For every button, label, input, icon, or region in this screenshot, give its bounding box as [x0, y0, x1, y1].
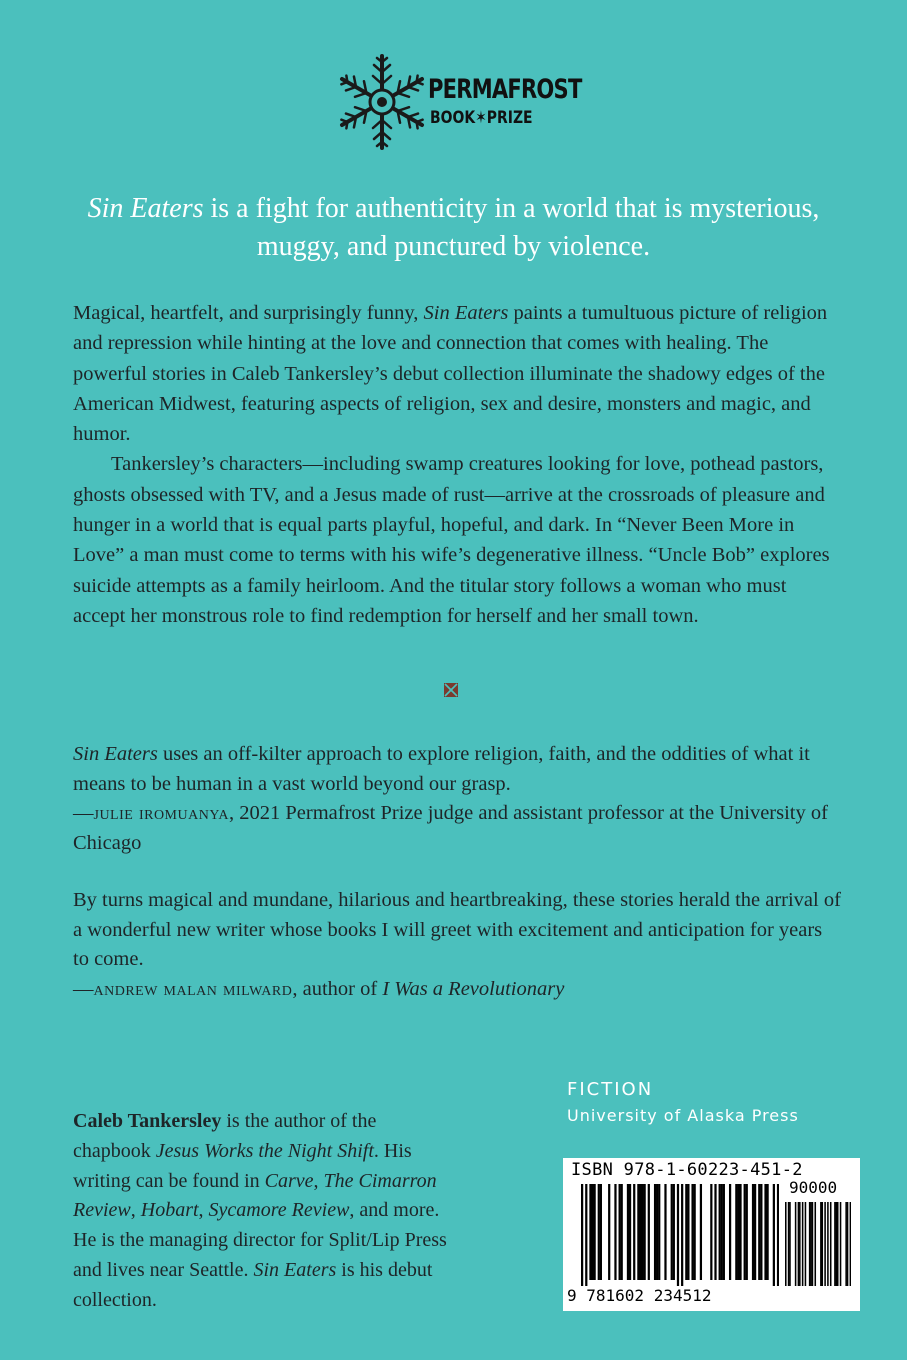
addon-bar	[847, 1202, 849, 1286]
barcode-bar	[658, 1184, 660, 1280]
blurb-body: uses an off-kilter approach to explore religion, faith, and the oddities of what it means to be human in a vast world beyond our grasp.	[73, 743, 810, 795]
genre-label: FICTION	[567, 1079, 654, 1100]
barcode-bar	[637, 1184, 639, 1280]
addon-bar	[805, 1202, 807, 1286]
barcode-bar	[594, 1184, 596, 1280]
permafrost-logo	[336, 52, 582, 156]
barcode-bar	[744, 1184, 746, 1280]
barcode-bar	[639, 1184, 641, 1280]
bio-title: Carve	[264, 1169, 314, 1192]
barcode-bar	[581, 1184, 583, 1286]
blurb-body: By turns magical and mundane, hilarious and heartbreaking, these stories herald the arrival of a wonderful new writer whose books I will greet with excitement and anticipation for years to come.	[73, 889, 841, 970]
addon-bar	[830, 1202, 832, 1286]
bio-text: , and more. He is the managing director for Split/Lip Press and lives near Seattle.	[73, 1199, 447, 1281]
blurb-text	[73, 743, 810, 795]
addon-bar	[785, 1202, 787, 1286]
bio-title: Jesus Works the Night Shift	[155, 1139, 374, 1162]
cross-ornament-icon	[444, 683, 458, 697]
addon-bar	[814, 1202, 816, 1286]
addon-barcode-bars	[785, 1202, 851, 1286]
barcode-bar	[614, 1184, 616, 1280]
barcode-bar	[619, 1184, 621, 1280]
barcode-bar	[627, 1184, 629, 1280]
blurb-1	[73, 740, 843, 858]
barcode-bar	[723, 1184, 725, 1280]
isbn-label: ISBN 978-1-60223-451-2	[571, 1160, 803, 1180]
barcode-bar	[589, 1184, 591, 1280]
addon-bar	[809, 1202, 811, 1286]
barcode-bar	[648, 1184, 650, 1280]
barcode-bar	[714, 1184, 716, 1280]
barcode-bar	[719, 1184, 721, 1280]
barcode-bar	[629, 1184, 631, 1280]
barcode-bar	[752, 1184, 754, 1280]
snowflake-icon	[336, 52, 432, 156]
barcode-bar	[700, 1184, 702, 1280]
description-text: paints a tumultuous picture of religion and repression while hinting at the love and connection that comes with healing. The powerful stories in Caleb Tankersley’s debut collection illuminate the shadowy edges of the American Midwest, featuring aspects of religion, sex and desire, monsters and magic, and humor.	[73, 302, 828, 446]
barcode-bar	[677, 1184, 679, 1286]
book-title: I Was a Revolutionary	[382, 977, 565, 1000]
barcode-bar	[654, 1184, 656, 1280]
blurb-attribution: , author of	[292, 977, 383, 1000]
barcode-bar	[671, 1184, 673, 1280]
barcode-bar	[664, 1184, 666, 1280]
author-name: Caleb Tankersley	[73, 1110, 222, 1132]
barcode-bar	[585, 1184, 587, 1286]
addon-bar	[850, 1202, 851, 1286]
barcode-bar	[773, 1184, 775, 1286]
bio-text: is the author of the chapbook	[73, 1110, 377, 1162]
tagline-title: Sin Eaters	[87, 193, 204, 224]
bio-text: is his debut collection.	[73, 1258, 433, 1311]
book-title: Sin Eaters	[73, 743, 158, 765]
barcode-bar	[673, 1184, 675, 1280]
description-paragraph-1	[73, 298, 843, 449]
barcode-bar	[758, 1184, 760, 1280]
barcode-bar	[694, 1184, 696, 1280]
addon-bar	[812, 1202, 814, 1286]
addon-bar	[799, 1202, 801, 1286]
addon-bar	[789, 1202, 791, 1286]
addon-bar	[820, 1202, 822, 1286]
barcode-bar	[735, 1184, 737, 1280]
barcode-bar	[591, 1184, 593, 1280]
barcode-bar	[721, 1184, 723, 1280]
barcode-bar	[691, 1184, 693, 1280]
bio-text: ,	[198, 1199, 209, 1222]
addon-bar	[827, 1202, 829, 1286]
addon-bar	[836, 1202, 838, 1286]
barcode-bar	[729, 1184, 731, 1280]
addon-bar	[822, 1202, 824, 1286]
imprint	[567, 1078, 799, 1130]
barcode-bar	[737, 1184, 739, 1280]
addon-bar	[802, 1202, 804, 1286]
tagline	[60, 190, 847, 266]
barcode-digits: 9 781602 234512	[567, 1286, 712, 1305]
author-bio	[73, 1107, 458, 1316]
addon-bar	[845, 1202, 847, 1286]
barcode-bar	[766, 1184, 768, 1280]
bio-text: ,	[130, 1199, 141, 1222]
barcode-bar	[681, 1184, 683, 1286]
barcode	[563, 1158, 860, 1311]
barcode-bar	[746, 1184, 748, 1280]
bio-title: The Cimarron Review	[73, 1169, 437, 1222]
addon-bar	[788, 1202, 790, 1286]
barcode-bar	[633, 1184, 635, 1280]
addon-bar	[795, 1202, 797, 1286]
addon-bar	[824, 1202, 826, 1286]
barcode-bar	[608, 1184, 610, 1280]
barcode-bar	[656, 1184, 658, 1280]
book-description	[73, 298, 843, 631]
bio-title: Hobart	[140, 1199, 199, 1222]
blurb-attribution: , 2021 Permafrost Prize judge and assistant professor at the University of Chicago	[73, 802, 828, 854]
addon-bar	[798, 1202, 800, 1286]
barcode-bar	[739, 1184, 741, 1280]
barcode-bar	[764, 1184, 766, 1280]
description-text: Magical, heartfelt, and surprisingly funny,	[73, 302, 424, 324]
price-code: 90000	[789, 1178, 838, 1197]
description-paragraph-2: Tankersley’s characters—including swamp creatures looking for love, pothead pastors, ghosts obsessed with TV, and a Jesus made of rust—arrive at the crossroads of pleasure and hunger in a world that is equal parts playful, hopeful, and dark. In “Never Been More in Love” a man must come to terms with his wife’s degenerative illness. “Uncle Bob” explores suicide attempts as a family heirloom. And the titular story follows a woman who must accept her monstrous role to find redemption for herself and her small town.	[73, 453, 830, 627]
blurb-author: julie iromuanya	[93, 802, 230, 824]
addon-bar	[837, 1202, 839, 1286]
blurb-2	[73, 886, 843, 1004]
bio-text: ,	[313, 1169, 324, 1192]
addon-bar	[834, 1202, 836, 1286]
bio-title: Sin Eaters	[253, 1258, 337, 1281]
addon-bar	[810, 1202, 812, 1286]
tagline-text: is a fight for authenticity in a world that is mysterious, muggy, and punctured by violence.	[203, 193, 820, 262]
barcode-bar	[641, 1184, 643, 1280]
book-title: Sin Eaters	[423, 302, 509, 324]
logo-line-1: PERMAFROST	[428, 74, 582, 105]
publisher-name: University of Alaska Press	[567, 1106, 799, 1125]
barcode-bar	[687, 1184, 689, 1280]
barcode-bar	[598, 1184, 600, 1280]
barcode-bar	[777, 1184, 779, 1286]
bio-text: . His writing can be found in	[73, 1139, 412, 1192]
barcode-bar	[710, 1184, 712, 1280]
barcode-bar	[685, 1184, 687, 1280]
dash: —	[73, 977, 94, 1000]
logo-line-2: BOOK✶PRIZE	[430, 108, 533, 128]
barcode-bar	[600, 1184, 602, 1280]
barcode-bar	[621, 1184, 623, 1280]
dash: —	[73, 802, 94, 824]
barcode-bar	[644, 1184, 646, 1280]
bio-title: Sycamore Review	[208, 1199, 350, 1222]
addon-bar	[840, 1202, 842, 1286]
barcode-bar	[754, 1184, 756, 1280]
barcode-bar	[760, 1184, 762, 1280]
ean-barcode-bars	[581, 1184, 779, 1286]
blurb-author: andrew malan milward	[93, 977, 293, 1000]
